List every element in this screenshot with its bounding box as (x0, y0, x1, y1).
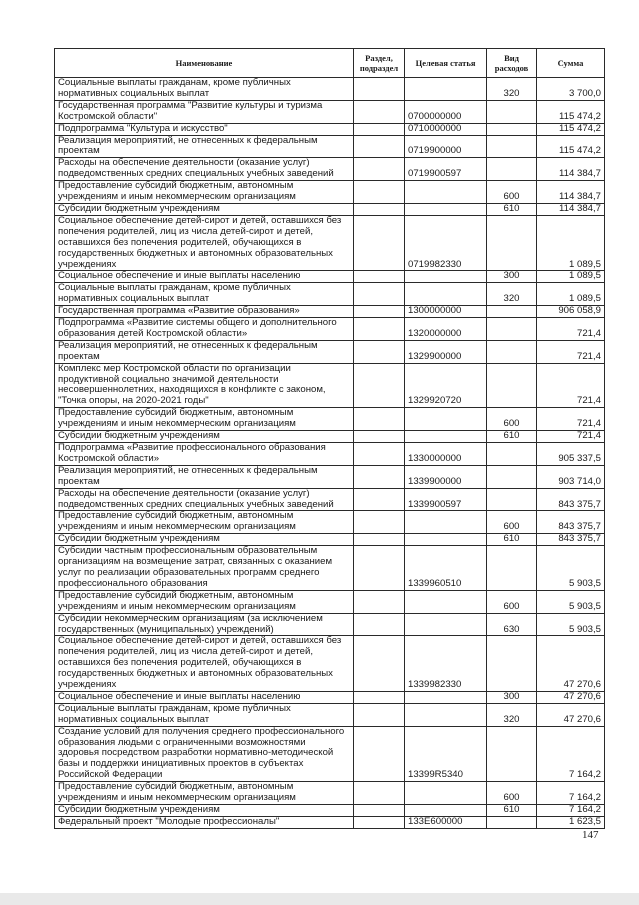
table-row (55, 465, 605, 488)
row-kind: 610 (487, 431, 537, 443)
row-target (405, 431, 487, 443)
table-row (55, 691, 605, 703)
table-row (55, 123, 605, 135)
row-kind (487, 318, 537, 341)
row-kind (487, 100, 537, 123)
row-name-line: проектам (58, 350, 100, 362)
row-kind (487, 363, 537, 408)
row-section (354, 703, 405, 726)
row-name-line: несовершеннолетних, находящихся в конфликте с законом, (58, 384, 326, 396)
row-name-line: Субсидии бюджетным учреждениям (58, 804, 220, 815)
row-section (354, 443, 405, 466)
row-kind (487, 465, 537, 488)
row-sum: 5 903,5 (537, 590, 605, 613)
row-sum: 7 164,2 (537, 805, 605, 817)
row-name-line: попечения родителей, лиц из числа детей-сирот и детей, (58, 646, 313, 658)
row-name-line: Костромской области» (58, 452, 160, 464)
row-section (354, 215, 405, 271)
row-sum: 721,4 (537, 340, 605, 363)
row-section (354, 590, 405, 613)
row-name-line: Комплекс мер Костромской области по организации (58, 363, 291, 374)
row-name-line: Федеральный проект "Молодые профессионалы" (58, 816, 280, 827)
table-row (55, 78, 605, 101)
row-kind (487, 488, 537, 511)
table-row (55, 511, 605, 534)
row-target: 1329920720 (405, 363, 487, 408)
row-sum: 721,4 (537, 431, 605, 443)
row-section (354, 271, 405, 283)
row-name-line: оставшихся без попечения родителей, обучающихся в (58, 657, 302, 669)
row-sum: 7 164,2 (537, 782, 605, 805)
row-name-line: Расходы на обеспечение деятельности (оказание услуг) (58, 157, 310, 169)
row-section (354, 283, 405, 306)
table-row (55, 431, 605, 443)
row-name-line: образования детей Костромской области» (58, 327, 248, 339)
row-kind: 300 (487, 691, 537, 703)
row-sum: 47 270,6 (537, 703, 605, 726)
row-target: 13399R5340 (405, 726, 487, 782)
row-name (55, 271, 354, 283)
row-name-line: Социальное обеспечение и иные выплаты населению (58, 270, 301, 282)
table-row (55, 805, 605, 817)
table-row (55, 271, 605, 283)
row-target (405, 283, 487, 306)
header-sum: Сумма (537, 49, 605, 78)
table-header-row (55, 49, 605, 78)
row-target: 0719982330 (405, 215, 487, 271)
row-name (55, 443, 354, 466)
row-sum: 115 474,2 (537, 135, 605, 158)
row-sum: 47 270,6 (537, 691, 605, 703)
row-sum: 1 089,5 (537, 215, 605, 271)
row-name-line: нормативных социальных выплат (58, 713, 210, 725)
row-name (55, 488, 354, 511)
row-name (55, 805, 354, 817)
row-name (55, 135, 354, 158)
row-section (354, 546, 405, 591)
row-section (354, 340, 405, 363)
row-name-line: услуг по реализации образовательных программ среднего (58, 566, 320, 578)
row-target: 0719900597 (405, 158, 487, 181)
row-sum: 906 058,9 (537, 306, 605, 318)
row-section (354, 511, 405, 534)
row-sum: 114 384,7 (537, 158, 605, 181)
row-section (354, 318, 405, 341)
row-kind: 600 (487, 181, 537, 204)
row-name (55, 534, 354, 546)
row-sum: 1 089,5 (537, 271, 605, 283)
row-name-line: Подпрограмма «Развитие системы общего и дополнительного (58, 317, 337, 329)
row-name-line: подведомственных средних специальных учебных заведений (58, 498, 334, 510)
row-sum: 903 714,0 (537, 465, 605, 488)
row-name-line: Социальные выплаты гражданам, кроме публичных (58, 77, 291, 88)
row-name (55, 782, 354, 805)
row-name-line: учреждениям и иным некоммерческим организациям (58, 792, 296, 804)
row-name (55, 636, 354, 692)
table-row (55, 408, 605, 431)
row-kind: 610 (487, 805, 537, 817)
row-section (354, 100, 405, 123)
row-section (354, 431, 405, 443)
row-kind: 610 (487, 534, 537, 546)
page-number: 147 (582, 829, 599, 841)
row-sum: 721,4 (537, 363, 605, 408)
scan-edge (0, 893, 639, 905)
row-name-line: Субсидии бюджетным учреждениям (58, 430, 220, 442)
row-kind (487, 135, 537, 158)
row-name (55, 546, 354, 591)
row-name-line: Субсидии бюджетным учреждениям (58, 533, 220, 545)
row-target: 1339900000 (405, 465, 487, 488)
table-row (55, 100, 605, 123)
table-row (55, 613, 605, 636)
row-name-line: Предоставление субсидий бюджетным, автономным (58, 407, 294, 419)
row-section (354, 805, 405, 817)
row-kind: 630 (487, 613, 537, 636)
table-row (55, 363, 605, 408)
row-section (354, 636, 405, 692)
row-section (354, 488, 405, 511)
row-target (405, 203, 487, 215)
row-name (55, 158, 354, 181)
table-row (55, 636, 605, 692)
row-sum: 47 270,6 (537, 636, 605, 692)
row-sum: 721,4 (537, 318, 605, 341)
row-name (55, 726, 354, 782)
row-target: 1329900000 (405, 340, 487, 363)
row-name-line: учреждениях (58, 679, 117, 691)
row-section (354, 181, 405, 204)
row-sum: 5 903,5 (537, 613, 605, 636)
table-row (55, 283, 605, 306)
row-name-line: государственных (муниципальных) учреждений) (58, 623, 274, 635)
row-section (354, 691, 405, 703)
row-target: 1330000000 (405, 443, 487, 466)
row-kind: 600 (487, 408, 537, 431)
row-target (405, 590, 487, 613)
row-name-line: Реализация мероприятий, не отнесенных к федеральным (58, 465, 318, 476)
row-name-line: учреждениям и иным некоммерческим организациям (58, 191, 296, 203)
table-row (55, 443, 605, 466)
row-target: 1339900597 (405, 488, 487, 511)
row-target (405, 534, 487, 546)
row-name (55, 590, 354, 613)
row-name (55, 613, 354, 636)
row-target: 1339982330 (405, 636, 487, 692)
row-name-line: проектам (58, 475, 100, 487)
row-kind: 600 (487, 590, 537, 613)
row-name-line: государственных бюджетных и автономных образовательных (58, 247, 333, 259)
row-kind (487, 443, 537, 466)
row-name-line: учреждениях (58, 258, 117, 270)
row-name (55, 78, 354, 101)
table-row (55, 726, 605, 782)
row-sum: 843 375,7 (537, 534, 605, 546)
row-sum: 721,4 (537, 408, 605, 431)
row-name (55, 816, 354, 828)
row-sum: 1 089,5 (537, 283, 605, 306)
row-name (55, 100, 354, 123)
row-name-line: Субсидии частным профессиональным образовательным (58, 545, 318, 557)
table-row (55, 306, 605, 318)
row-name-line: профессионального образования (58, 577, 208, 589)
row-name (55, 215, 354, 271)
row-name-line: Предоставление субсидий бюджетным, автономным (58, 590, 294, 601)
row-name-line: проектам (58, 145, 100, 157)
row-name-line: Реализация мероприятий, не отнесенных к федеральным (58, 135, 318, 146)
row-sum: 115 474,2 (537, 123, 605, 135)
row-kind (487, 726, 537, 782)
table-row (55, 158, 605, 181)
table-row (55, 590, 605, 613)
row-section (354, 408, 405, 431)
row-kind (487, 123, 537, 135)
row-name-line: попечения родителей, лиц из числа детей-сирот и детей, (58, 225, 313, 237)
row-name-line: нормативных социальных выплат (58, 293, 210, 305)
table-row (55, 215, 605, 271)
document-page (54, 48, 604, 829)
row-target: 133E600000 (405, 816, 487, 828)
row-name (55, 703, 354, 726)
row-name (55, 431, 354, 443)
table-row (55, 488, 605, 511)
row-target (405, 511, 487, 534)
row-name-line: Субсидии некоммерческим организациям (за исключением (58, 613, 323, 624)
row-name-line: Предоставление субсидий бюджетным, автономным (58, 180, 294, 192)
row-sum: 115 474,2 (537, 100, 605, 123)
row-name (55, 318, 354, 341)
row-name (55, 408, 354, 431)
header-target: Целевая статья (405, 49, 487, 78)
row-name-line: базы и поддержки инициативных проектов в субъектах (58, 758, 304, 770)
row-name (55, 691, 354, 703)
row-target (405, 691, 487, 703)
row-kind: 600 (487, 511, 537, 534)
row-target: 0719900000 (405, 135, 487, 158)
row-name-line: учреждениям и иным некоммерческим организациям (58, 600, 296, 612)
row-name (55, 340, 354, 363)
row-name-line: организациям на возмещение затрат, связанных с оказанием (58, 556, 333, 568)
row-name (55, 306, 354, 318)
row-kind (487, 340, 537, 363)
row-target: 1320000000 (405, 318, 487, 341)
row-name-line: подведомственных средних специальных учебных заведений (58, 168, 334, 180)
row-kind (487, 215, 537, 271)
row-name-line: Российской Федерации (58, 769, 163, 781)
row-kind: 320 (487, 283, 537, 306)
row-name-line: государственных бюджетных и автономных образовательных (58, 668, 333, 680)
row-sum: 114 384,7 (537, 181, 605, 204)
row-name-line: Социальные выплаты гражданам, кроме публичных (58, 282, 291, 294)
row-name (55, 203, 354, 215)
row-section (354, 534, 405, 546)
table-row (55, 135, 605, 158)
row-kind (487, 816, 537, 828)
row-target: 1300000000 (405, 306, 487, 318)
row-name (55, 123, 354, 135)
row-target (405, 408, 487, 431)
row-target (405, 78, 487, 101)
row-section (354, 135, 405, 158)
row-section (354, 726, 405, 782)
row-kind (487, 546, 537, 591)
row-section (354, 203, 405, 215)
row-name (55, 283, 354, 306)
row-section (354, 78, 405, 101)
row-target (405, 782, 487, 805)
table-row (55, 546, 605, 591)
row-kind: 300 (487, 271, 537, 283)
row-kind: 320 (487, 78, 537, 101)
row-sum: 843 375,7 (537, 511, 605, 534)
table-row (55, 318, 605, 341)
row-target (405, 805, 487, 817)
row-kind: 320 (487, 703, 537, 726)
table-row (55, 534, 605, 546)
row-name-line: здоровья посредством разработки нормативно-методической (58, 747, 334, 759)
row-name-line: Социальное обеспечение детей-сирот и детей, оставшихся без (58, 635, 342, 647)
row-section (354, 782, 405, 805)
row-section (354, 306, 405, 318)
table-row (55, 816, 605, 828)
row-section (354, 363, 405, 408)
row-name-line: Государственная программа «Развитие образования» (58, 305, 300, 317)
row-name-line: Социальное обеспечение и иные выплаты населению (58, 691, 301, 702)
row-name-line: Предоставление субсидий бюджетным, автономным (58, 510, 294, 522)
row-name-line: Субсидии бюджетным учреждениям (58, 203, 220, 214)
row-sum: 7 164,2 (537, 726, 605, 782)
row-name-line: учреждениям и иным некоммерческим организациям (58, 418, 296, 430)
header-kind: Вид расходов (487, 49, 537, 78)
row-name (55, 181, 354, 204)
row-section (354, 123, 405, 135)
row-name-line: Предоставление субсидий бюджетным, автономным (58, 781, 294, 793)
row-kind (487, 158, 537, 181)
row-name-line: Государственная программа "Развитие культуры и туризма (58, 100, 323, 111)
table-body (55, 78, 605, 829)
row-section (354, 816, 405, 828)
row-name-line: Подпрограмма "Культура и искусство" (58, 123, 228, 134)
row-sum: 114 384,7 (537, 203, 605, 215)
row-target (405, 613, 487, 636)
table-row (55, 340, 605, 363)
header-section: Раздел, подраздел (354, 49, 405, 78)
row-name-line: Создание условий для получения среднего профессионального (58, 726, 345, 737)
row-name-line: Расходы на обеспечение деятельности (оказание услуг) (58, 488, 310, 499)
row-kind (487, 306, 537, 318)
row-name-line: "Точка опоры, на 2020-2021 годы" (58, 395, 209, 407)
table-row (55, 782, 605, 805)
row-name-line: нормативных социальных выплат (58, 87, 210, 99)
row-name (55, 363, 354, 408)
row-sum: 3 700,0 (537, 78, 605, 101)
row-name-line: учреждениям и иным некоммерческим организациям (58, 521, 296, 533)
row-name-line: Подпрограмма «Развитие профессионального образования (58, 442, 326, 453)
row-sum: 5 903,5 (537, 546, 605, 591)
row-name-line: Социальные выплаты гражданам, кроме публичных (58, 703, 291, 714)
row-name (55, 511, 354, 534)
row-kind: 610 (487, 203, 537, 215)
row-sum: 1 623,5 (537, 816, 605, 828)
row-target: 0710000000 (405, 123, 487, 135)
row-kind (487, 636, 537, 692)
row-sum: 905 337,5 (537, 443, 605, 466)
row-target (405, 181, 487, 204)
row-name-line: Реализация мероприятий, не отнесенных к федеральным (58, 340, 318, 351)
row-name (55, 465, 354, 488)
row-target: 0700000000 (405, 100, 487, 123)
budget-table (54, 48, 605, 829)
row-name-line: оставшихся без попечения родителей, обучающихся в (58, 236, 302, 248)
row-section (354, 465, 405, 488)
row-kind: 600 (487, 782, 537, 805)
row-section (354, 158, 405, 181)
row-name-line: Костромской области" (58, 110, 158, 122)
table-row (55, 181, 605, 204)
row-name-line: Социальное обеспечение детей-сирот и детей, оставшихся без (58, 215, 342, 226)
row-name-line: образования людьми с ограниченными возможностями (58, 736, 306, 748)
row-sum: 843 375,7 (537, 488, 605, 511)
table-row (55, 203, 605, 215)
header-name: Наименование (55, 49, 354, 78)
row-target (405, 271, 487, 283)
row-name-line: продуктивной социально значимой деятельности (58, 373, 279, 385)
row-target (405, 703, 487, 726)
row-target: 1339960510 (405, 546, 487, 591)
table-row (55, 703, 605, 726)
row-section (354, 613, 405, 636)
